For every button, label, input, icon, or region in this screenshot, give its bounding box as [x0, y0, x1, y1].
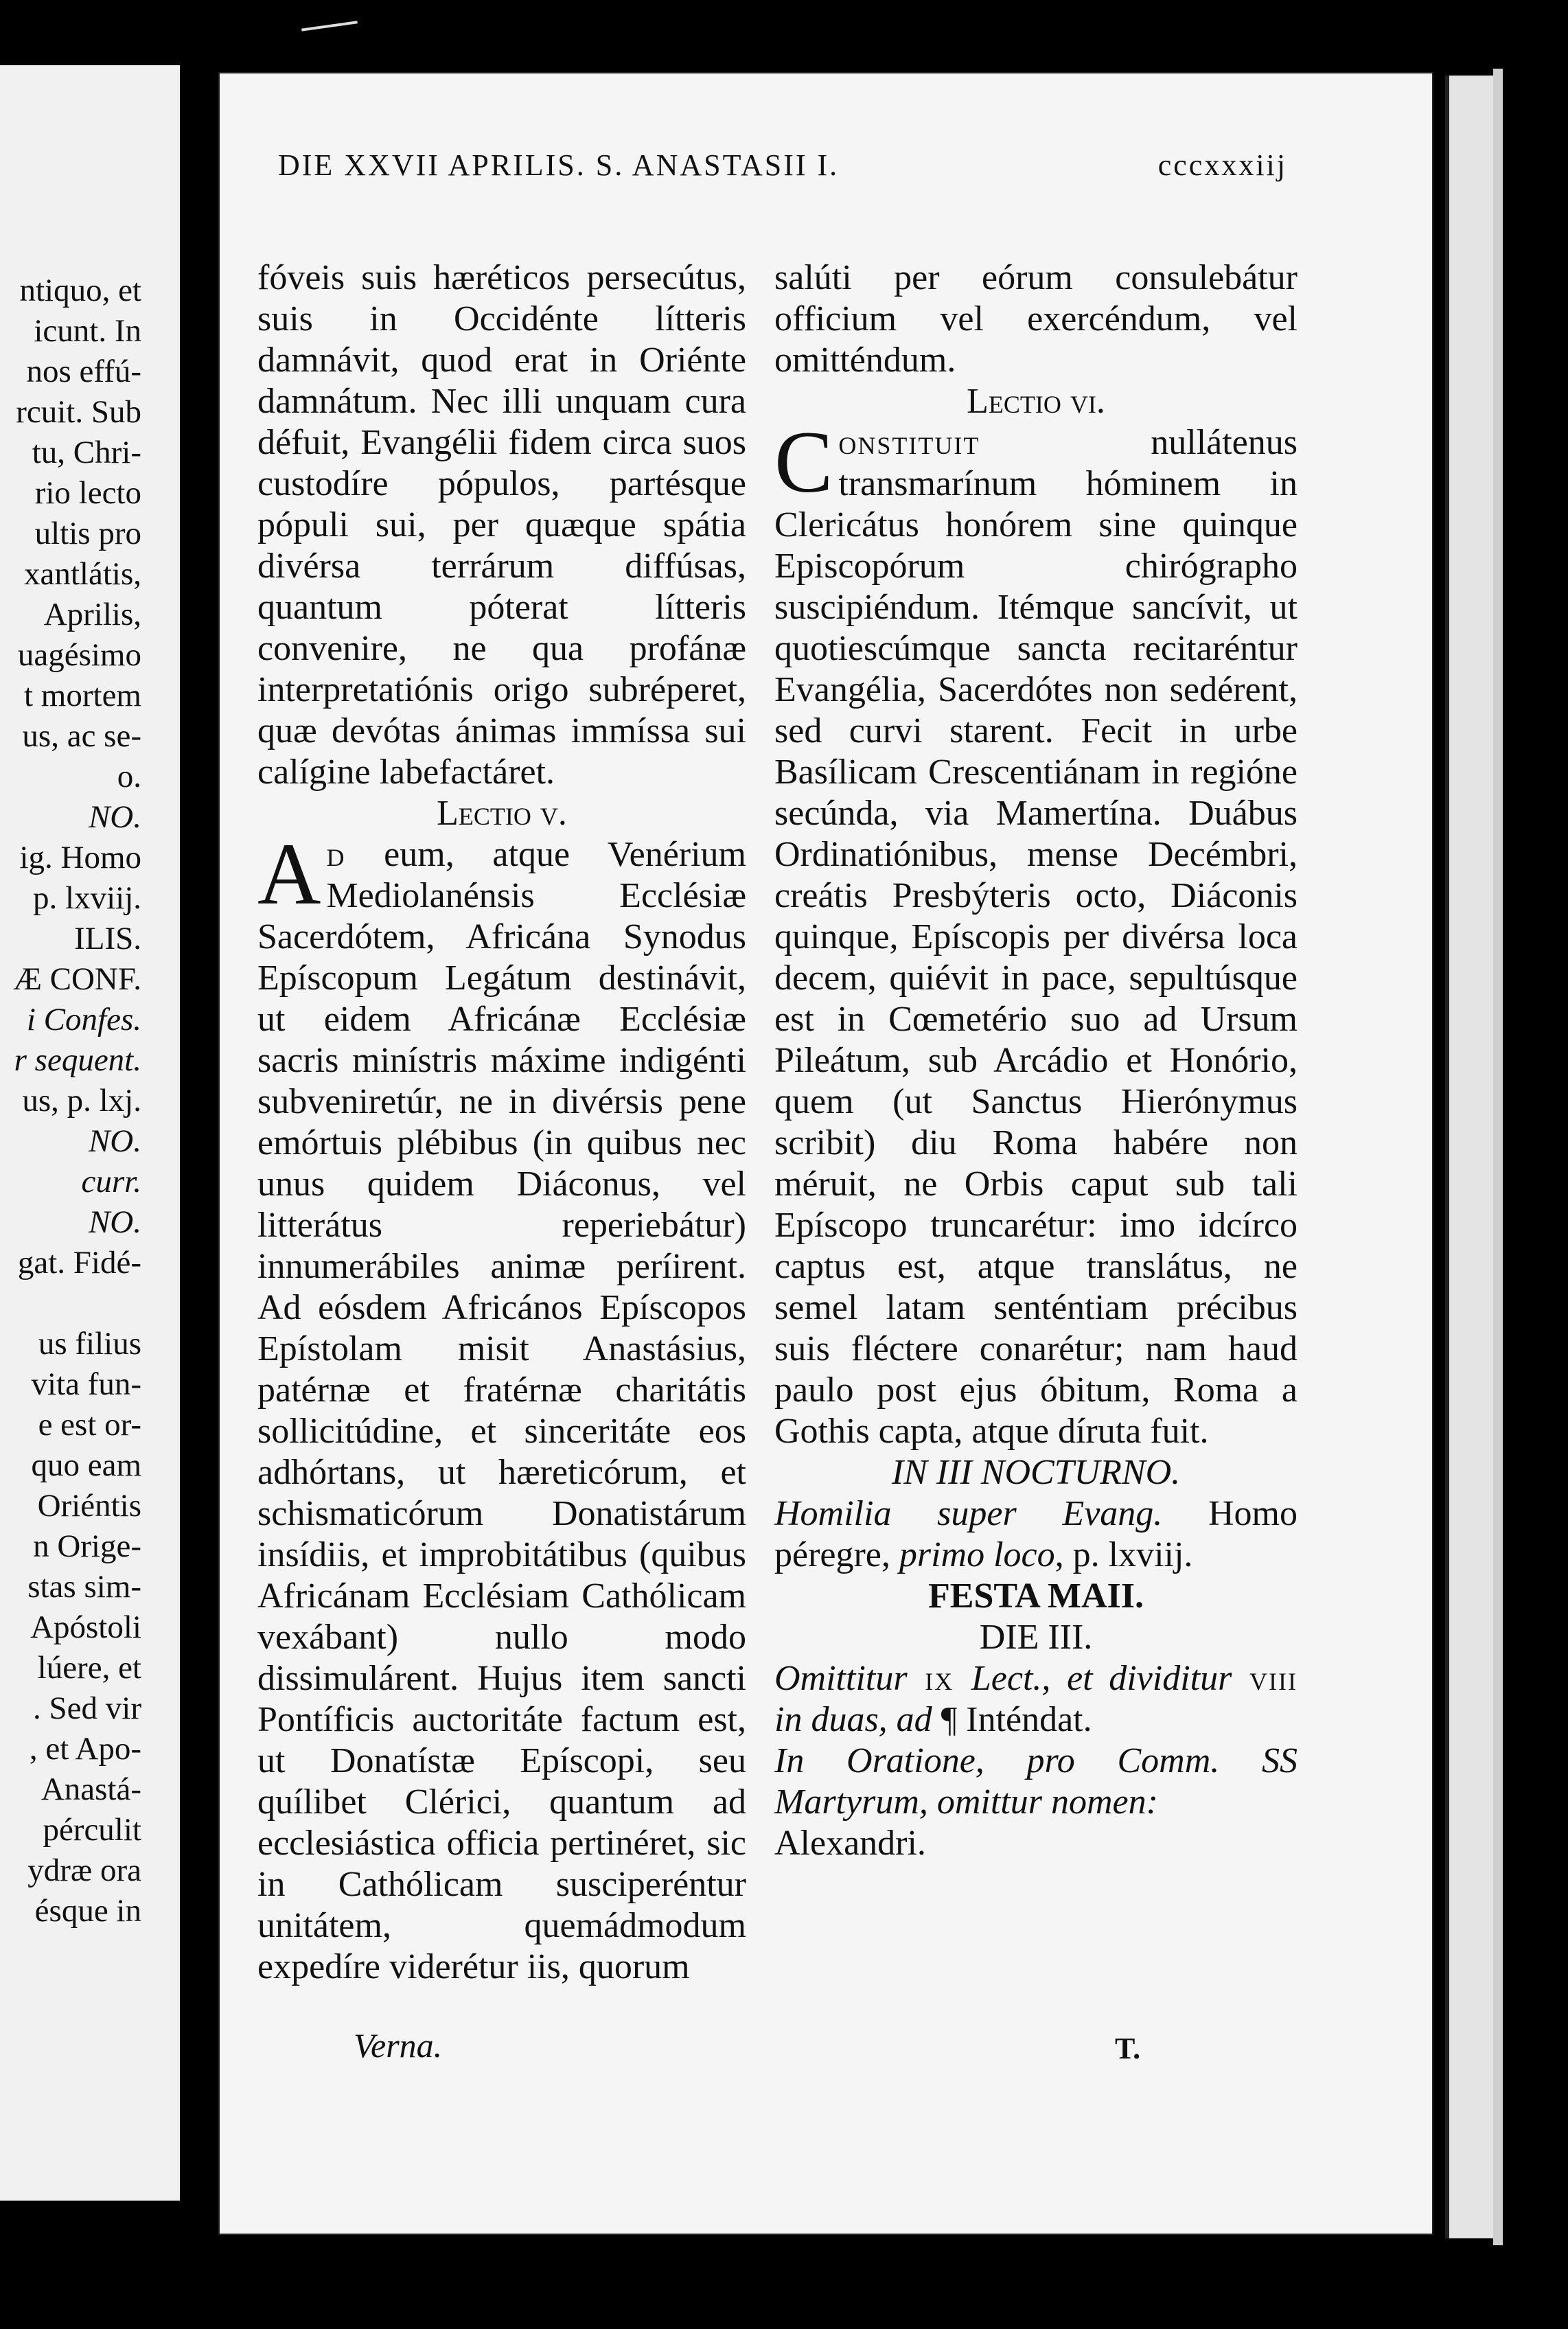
running-head-title: DIE XXVII APRILIS. S. ANASTASII I.: [278, 148, 840, 182]
rubric-1-a: Omittitur: [774, 1659, 908, 1698]
previous-page-line: xantlátis,: [24, 556, 141, 592]
previous-page-line: lúere, et: [37, 1650, 141, 1686]
signature-mark: T.: [1115, 2032, 1141, 2065]
lectio-v-body: eum, atque Venérium Mediolanénsis Ecclésiæ Sacerdótem, Africána Synodus Epíscopum Legátum destinávit, ut eidem Africánæ Ecclésiæ sacris minístris máxime indigénti subveniretúr, ne in divérsis pene emórtuis plébibus (in quibus nec unus quidem Diáconus, vel litterátus reperiebátur) innumerábiles animæ períirent. Ad eósdem Africános Epíscopos Epístolam misit Anastásius, patérnæ et fratérnæ charitátis sollicitúdine, et sinceritáte eos adhórtans, ut hæreticórum, et schismaticórum Donatistárum insídiis, et improbitátibus (quibus Africánam Ecclésiam Cathólicam vexábant) nullo modo dissimulárent. Hujus item sancti Pontíficis auctoritáte factum est, ut Donatístæ Epíscopi, seu quílibet Clérici, quantum ad ecclesiástica officia pertinéret, sic in Cathólicam susciperéntur unitátem, quemádmodum expedíre viderétur iis, quorum: [257, 835, 746, 1986]
festa-heading: FESTA MAII.: [928, 1576, 1144, 1616]
rubric-1: [774, 1658, 1298, 1741]
rubric-1-c: Lect., et dividitur: [971, 1659, 1232, 1698]
homily-title: Homilia super Evang.: [774, 1494, 1163, 1533]
previous-page-line: , et Apo-: [29, 1731, 141, 1767]
paragraph-continuation: fóveis suis hæréticos persecútus, suis in Occidénte lítteris damnávit, quod erat in Oriénte damnátum. Nec illi unquam cura défuit, Evangélii fidem circa suos custodíre pópulos, partésque pópuli sui, per quæque spátia divérsa terrárum diffúsas, quantum póterat lítteris convenire, ne qua profánæ interpretatiónis origo subréperet, quæ devótas ánimas immíssa sui calígine labefactáret.: [257, 258, 746, 792]
previous-page-line: NO.: [88, 1123, 141, 1159]
rubric-1-f: ¶ Inténdat.: [932, 1700, 1092, 1739]
previous-page-line: nos effú-: [26, 354, 141, 389]
previous-page-line: NO.: [88, 799, 141, 835]
previous-page-line: Æ CONF.: [13, 961, 141, 997]
previous-page-line: tu, Chri-: [32, 435, 141, 470]
catchword: Verna.: [354, 2026, 443, 2065]
lectio-vi-body: nullátenus transmarínum hóminem in Clericátus honórem sine quinque Episcopórum chirógrapho suscipiéndum. Itémque sancívit, ut quotiescúmque sancta recitaréntur Evangélia, Sacerdótes non sedérent, sed curvi starent. Fecit in urbe Basílicam Crescentiánam in regióne secúnda, via Mamertína. Duábus Ordinatiónibus, mense Decémbri, creátis Presbýteris octo, Diáconis quinque, Epíscopis per divérsa loca decem, quiévit in pace, sepultúsque est in Cœmetério suo ad Ursum Pileátum, sub Arcádio et Honório, quem (ut Sanctus Hierónymus scribit) diu Roma habére non méruit, ne Orbis caput sub tali Epíscopo truncarétur: imo idcírco captus est, atque translátus, ne semel latam senténtiam précibus suis fléctere conarétur; nam haud paulo post ejus óbitum, Roma a Gothis capta, atque díruta fuit.: [774, 423, 1298, 1451]
previous-page-line: vita fun-: [31, 1366, 141, 1402]
lectio-vi-lead: onstituit: [838, 423, 980, 462]
lectio-vi-text: [774, 413, 1298, 1452]
nocturn-heading: IN III NOCTURNO.: [891, 1453, 1181, 1492]
previous-page-line: ILIS.: [74, 921, 141, 956]
previous-page-line: ésque in: [34, 1893, 141, 1929]
drop-cap-c: C: [774, 413, 833, 511]
previous-page-line: us, p. lxj.: [22, 1083, 141, 1118]
previous-page-line: gat. Fidé-: [17, 1245, 141, 1281]
previous-page-line: uagésimo: [17, 637, 141, 673]
previous-page-line: curr.: [81, 1164, 141, 1200]
corner-mark: [300, 11, 358, 31]
previous-page-line: ntiquo, et: [19, 273, 141, 308]
previous-page-line: icunt. In: [34, 313, 141, 349]
rubric-2: In Oratione, pro Comm. SS Martyrum, omittur nomen:: [774, 1741, 1298, 1822]
previous-page-line: e est or-: [38, 1407, 141, 1443]
previous-page-line: us filius: [38, 1326, 141, 1362]
lectio-v-heading: Lectio v.: [437, 794, 567, 833]
previous-page-line: Aprilis,: [43, 597, 141, 632]
previous-page-line: Oriéntis: [37, 1488, 141, 1524]
running-head: [278, 148, 1287, 183]
previous-page-line: us, ac se-: [22, 718, 141, 754]
paragraph-end: salúti per eórum consulebátur officium vel exercéndum, vel omitténdum.: [774, 258, 1298, 380]
homily-line: [774, 1493, 1298, 1576]
previous-page-line: n Orige-: [33, 1528, 141, 1564]
page-edge-outer: [1493, 69, 1503, 2245]
previous-page-line: quo eam: [31, 1447, 141, 1483]
lectio-v-text: [257, 825, 746, 1988]
previous-page-line: NO.: [88, 1204, 141, 1240]
previous-page-line: rio lecto: [34, 475, 141, 511]
previous-page-line: Anastá-: [41, 1771, 141, 1807]
right-column: [774, 257, 1298, 1864]
previous-page-line: rcuit. Sub: [16, 394, 141, 430]
left-column: [257, 257, 746, 1988]
previous-page-line: . Sed vir: [33, 1690, 141, 1726]
previous-page-line: t mortem: [24, 678, 141, 713]
rubric-1-e: in duas, ad: [774, 1700, 932, 1739]
previous-page-line: Apóstoli: [30, 1609, 141, 1645]
rubric-1-d: viii: [1232, 1659, 1298, 1698]
previous-page-line: pérculit: [43, 1812, 141, 1848]
previous-page-line: ig. Homo: [19, 840, 141, 875]
die-heading: DIE III.: [979, 1618, 1093, 1657]
previous-page-line: r sequent.: [14, 1042, 141, 1078]
lectio-v-lead: d: [326, 835, 346, 874]
previous-page-line: i Confes.: [26, 1002, 141, 1037]
rubric-2-end: Alexandri.: [774, 1824, 926, 1863]
homily-italic: primo loco: [899, 1535, 1055, 1574]
previous-page-line: o.: [117, 759, 141, 794]
previous-page-line: ydræ ora: [27, 1852, 141, 1888]
previous-page-line: ultis pro: [34, 516, 141, 551]
previous-page: [0, 65, 180, 2201]
drop-cap-a: A: [257, 825, 321, 923]
folio-number: cccxxxiij: [1157, 148, 1287, 182]
rubric-1-b: ix: [907, 1659, 971, 1698]
previous-page-line: stas sim-: [27, 1569, 141, 1605]
lectio-vi-heading: Lectio vi.: [967, 382, 1105, 421]
homily-text-2: , p. lxviij.: [1054, 1535, 1193, 1574]
previous-page-line: p. lxviij.: [33, 880, 141, 916]
homily-text-1: Homo péregre,: [774, 1494, 1298, 1574]
